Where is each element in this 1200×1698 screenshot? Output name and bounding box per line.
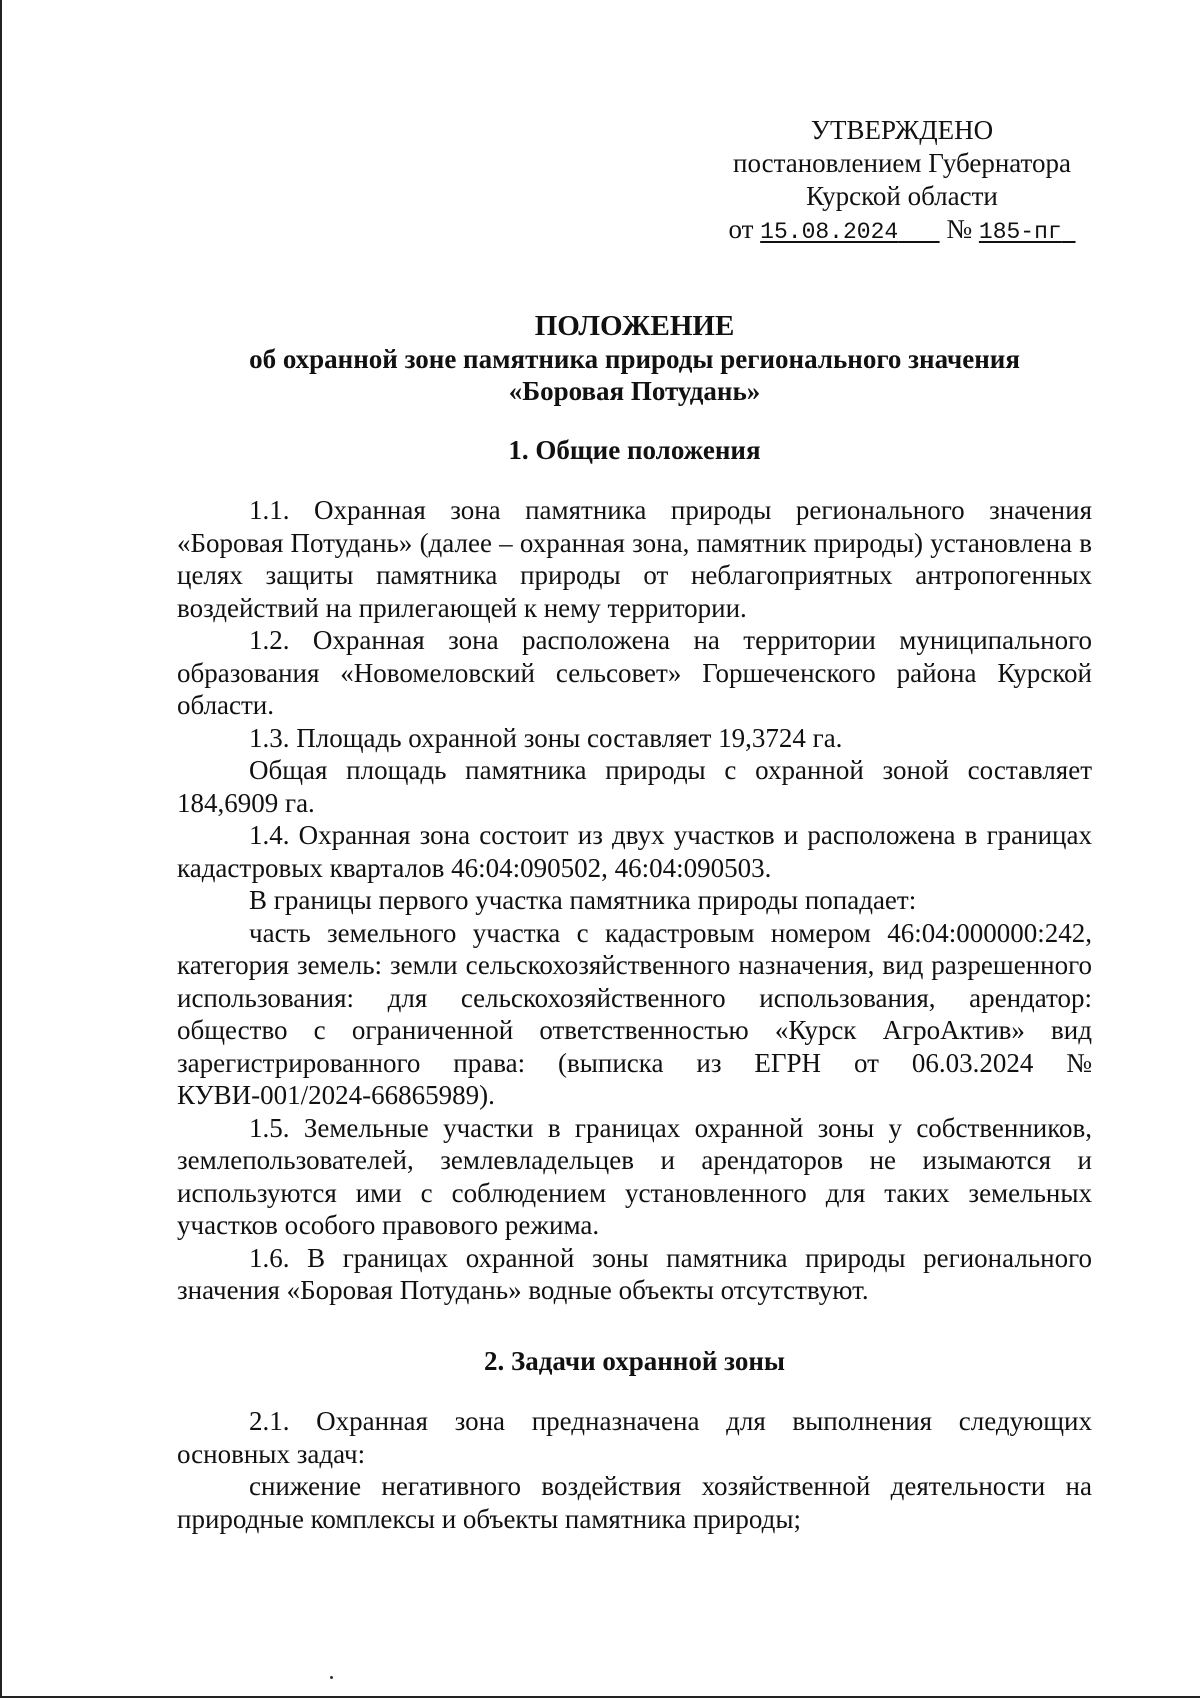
paragraph-task-1: снижение негативного воздействия хозяйственной деятельности на природные комплексы и объекты памятника природы;	[177, 1471, 1092, 1534]
document-body	[177, 310, 1092, 1535]
document-title	[177, 310, 1092, 408]
paragraph-1-1: 1.1. Охранная зона памятника природы регионального значения «Боровая Потудань» (далее – охранная зона, памятник природы) установлена в целях защиты памятника природы от неблагоприятных антропогенных воздействий на прилегающей к нему территории.	[177, 495, 1092, 623]
paragraph-1-4: 1.4. Охранная зона состоит из двух участков и расположена в границах кадастровых кварталов 46:04:090502, 46:04:090503.	[177, 820, 1092, 883]
section-1-text	[177, 494, 1092, 1307]
approval-region: Курской области	[806, 181, 998, 211]
approval-date: 15.08.2024	[760, 219, 899, 245]
title-main: ПОЛОЖЕНИЕ	[534, 310, 735, 342]
approval-number: 185-пг	[978, 219, 1062, 245]
paragraph-1-5: 1.5. Земельные участки в границах охранной зоны у собственников, землепользователей, землевладельцев и арендаторов не изымаются и используются ими с соблюдением установленного для таких земельных участков особого правового режима.	[177, 1112, 1092, 1240]
title-object-name: «Боровая Потудань»	[508, 376, 761, 406]
section-1-heading: 1. Общие положения	[508, 434, 761, 465]
paragraph-2-1: 2.1. Охранная зона предназначена для выполнения следующих основных задач:	[177, 1406, 1092, 1469]
paragraph-total-area: Общая площадь памятника природы с охранной зоной составляет 184,6909 га.	[177, 755, 1092, 818]
number-prefix: №	[946, 214, 973, 244]
approval-label: УТВЕРЖДЕНО	[810, 115, 994, 145]
paragraph-land-plot: часть земельного участка с кадастровым номером 46:04:000000:242, категория земель: земли сельскохозяйственного назначения, вид разрешенного использования: для сельскохозяйственного использования, арендатор: общество с ограниченной ответственностью «Курск АгроАктив» вид зарегистрированного права: (выписка из ЕГРН от 06.03.2024 № КУВИ-001/2024-66865989).	[177, 917, 1092, 1110]
title-subtitle: об охранной зоне памятника природы регионального значения	[249, 343, 1020, 374]
section-2-heading: 2. Задачи охранной зоны	[484, 1345, 785, 1376]
approval-stamp	[702, 114, 1102, 249]
paragraph-1-3: 1.3. Площадь охранной зоны составляет 19,3724 га.	[249, 722, 843, 753]
scan-speck	[330, 1676, 333, 1679]
approval-authority: постановлением Губернатора	[733, 148, 1071, 178]
approval-date-line	[702, 213, 1102, 249]
paragraph-1-6: 1.6. В границах охранной зоны памятника природы регионального значения «Боровая Потудань» водные объекты отсутствуют.	[177, 1242, 1092, 1305]
paragraph-1-2: 1.2. Охранная зона расположена на территории муниципального образования «Новомеловский сельсовет» Горшеченского района Курской области.	[177, 625, 1092, 720]
date-prefix: от	[728, 214, 754, 244]
paragraph-first-plot: В границы первого участка памятника природы попадает:	[249, 885, 917, 915]
section-2-text	[177, 1405, 1092, 1535]
